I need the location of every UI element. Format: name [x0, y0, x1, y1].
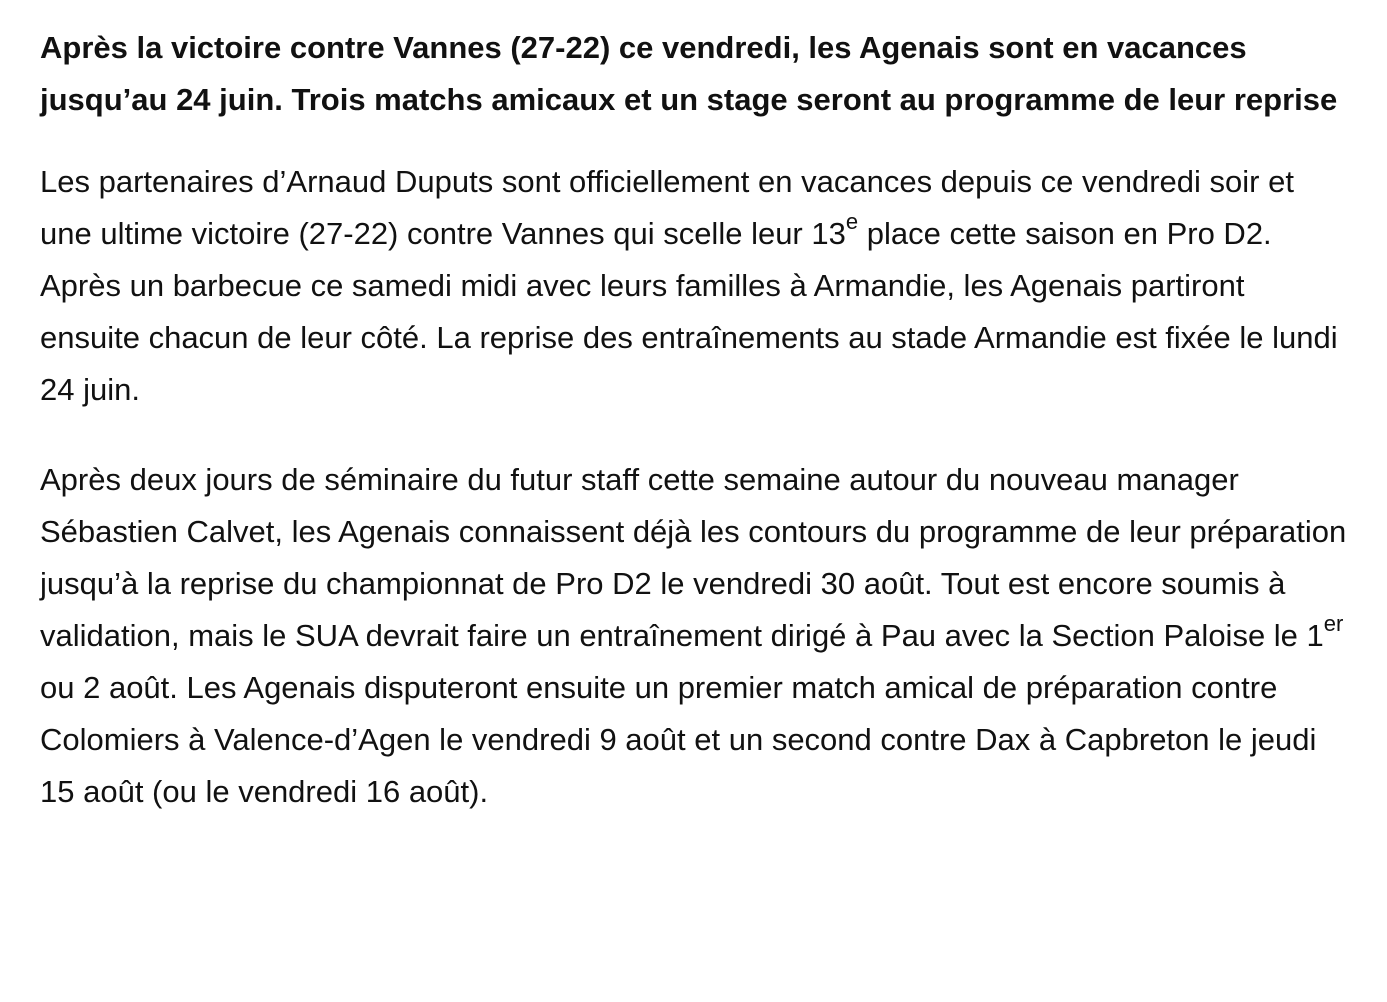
paragraph-1-text-start: Les partenaires d’Arnaud Duputs sont officiellement en vacances depuis ce vendredi soir et une ultime victoire (27-22) contre Vannes qui scelle leur 13 — [40, 164, 1294, 251]
article-paragraph-1 — [40, 156, 1350, 416]
article-paragraph-2 — [40, 454, 1350, 818]
ordinal-suffix-13e: e — [845, 208, 859, 234]
article-lead: Après la victoire contre Vannes (27-22) ce vendredi, les Agenais sont en vacances jusqu’au 24 juin. Trois matchs amicaux et un stage seront au programme de leur reprise — [40, 30, 1338, 117]
paragraph-2-text-end: ou 2 août. Les Agenais disputeront ensuite un premier match amical de préparation contre Colomiers à Valence-d’Agen le vendredi 9 août et un second contre Dax à Capbreton le jeudi 15 août (ou le vendredi 16 août). — [40, 670, 1317, 809]
ordinal-suffix-1er: er — [1323, 610, 1344, 636]
paragraph-1-text-end: place cette saison en Pro D2. Après un barbecue ce samedi midi avec leurs familles à Armandie, les Agenais partiront ensuite chacun de leur côté. La reprise des entraînements au stade Armandie est fixée le lundi 24 juin. — [40, 216, 1338, 407]
paragraph-2-text-start: Après deux jours de séminaire du futur staff cette semaine autour du nouveau manager Sébastien Calvet, les Agenais connaissent déjà les contours du programme de leur préparation jusqu’à la reprise du championnat de Pro D2 le vendredi 30 août. Tout est encore soumis à validation, mais le SUA devrait faire un entraînement dirigé à Pau avec la Section Paloise le 1 — [40, 462, 1347, 653]
article-body — [40, 22, 1350, 856]
